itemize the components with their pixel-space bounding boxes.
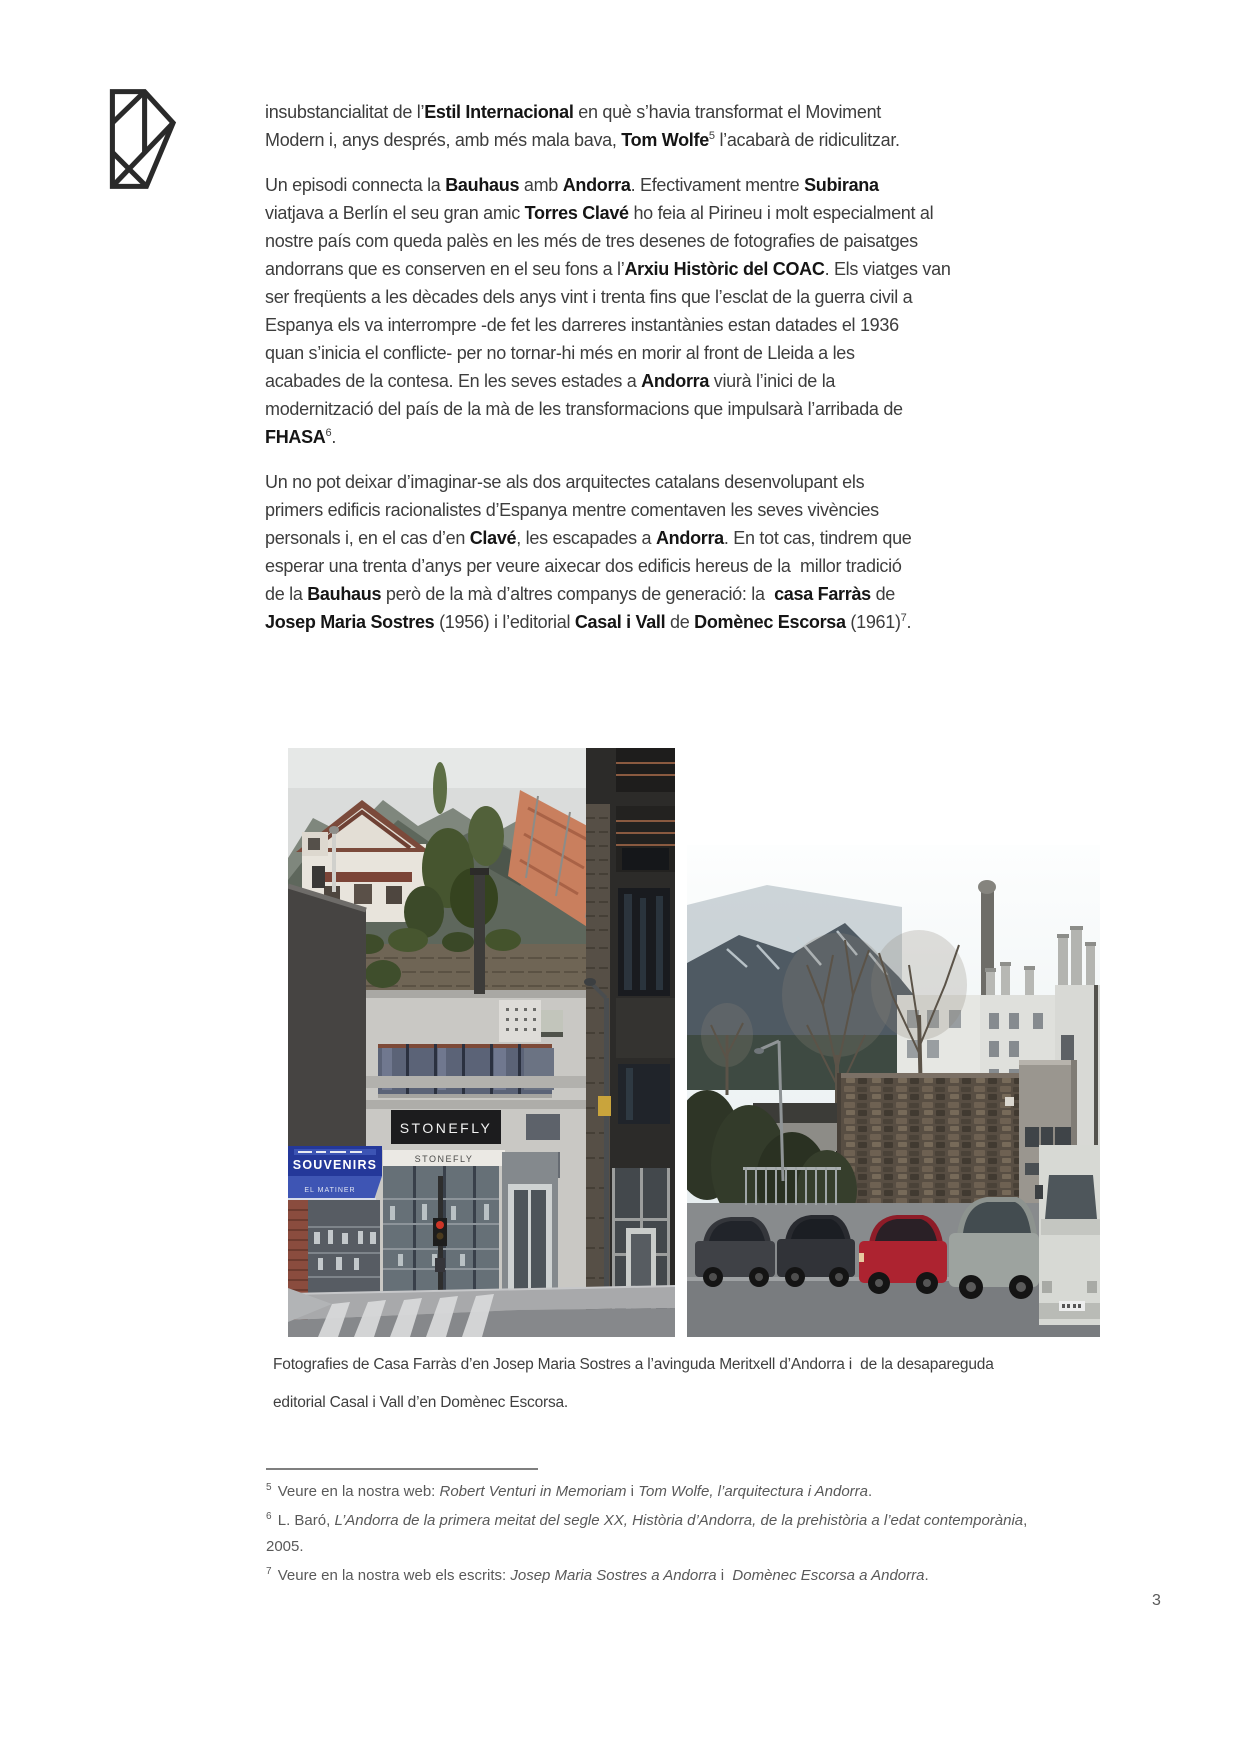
paragraph-2 <box>265 171 1057 451</box>
photo-editorial-casal-i-vall <box>687 845 1100 1337</box>
text-line: primers edificis racionalistes d’Espanya mentre comentaven les seves vivències <box>265 500 879 520</box>
van-white <box>1035 1145 1100 1325</box>
text-line: FHASA$^6$. <box>265 427 337 447</box>
page-number: 3 <box>1152 1592 1161 1609</box>
text-line: Josep Maria Sostres (1956) i l’editorial Casal i Vall de Domènec Escorsa $(1961)^7$. <box>265 612 912 632</box>
text-line: de la Bauhaus però de la mà d’altres companys de generació: la casa Farràs de <box>265 584 895 604</box>
right-dark-building <box>584 748 675 1337</box>
footnotes <box>266 1468 1066 1592</box>
footnote-text: L. Baró, L’Andorra de la primera meitat del segle XX, Història d’Andorra, de la prehistòria a l’edat contemporània, 2005. <box>266 1512 1032 1555</box>
text-line: modernització del país de la mà de les transformacions que impulsarà l’arribada de <box>265 399 903 419</box>
text-line: Fotografies de Casa Farràs d’en Josep Maria Sostres a l’avinguda Meritxell d’Andorra i de la desapareguda <box>273 1356 994 1373</box>
publisher-logo <box>94 74 186 204</box>
footnote-5 <box>266 1479 1066 1505</box>
footnote-separator <box>266 1468 538 1470</box>
text-line: esperar una trenta d’anys per veure aixecar dos edificis hereus de la millor tradició <box>265 556 902 576</box>
text-line: insubstancialitat de l’Estil Internacional en què s’havia transformat el Moviment <box>265 102 881 122</box>
street-lamp-pole <box>604 998 609 1308</box>
text-line: ser freqüents a les dècades dels anys vint i trenta fins que l’esclat de la guerra civil a <box>265 287 913 307</box>
text-line: viatjava a Berlín el seu gran amic Torres Clavé ho feia al Pirineu i molt especialment al <box>265 203 934 223</box>
text-line: acabades de la contesa. En les seves estades a Andorra viurà l’inici de la <box>265 371 836 391</box>
text-line: Un episodi connecta la Bauhaus amb Andorra. Efectivament mentre Subirana <box>265 175 879 195</box>
footnote-number: 7 <box>266 1566 272 1577</box>
text-line: Espanya els va interrompre -de fet les darreres instantànies estan datades el 1936 <box>265 315 899 335</box>
souvenirs-sign-text: SOUVENIRS <box>292 1158 378 1172</box>
photo-casa-farras <box>288 748 675 1337</box>
text-line: quan s’inicia el conflicte- per no tornar-hi més en morir al front de Lleida a les <box>265 343 855 363</box>
shop-awning <box>383 1150 505 1166</box>
chimney <box>474 872 485 994</box>
stonefly-sign <box>391 1110 501 1144</box>
awning-text: STONEFLY <box>414 1154 474 1164</box>
stonefly-sign-text: STONEFLY <box>399 1120 493 1136</box>
text-line: personals i, en el cas d’en Clavé, les escapades a Andorra. En tot cas, tindrem que <box>265 528 912 548</box>
footnote-7 <box>266 1563 1066 1589</box>
yellow-sign <box>598 1096 611 1116</box>
entrance-door <box>502 1152 558 1306</box>
text-line: Un no pot deixar d’imaginar-se als dos arquitectes catalans desenvolupant els <box>265 472 865 492</box>
footnote-number: 6 <box>266 1511 272 1522</box>
text-line: Modern i, anys després, amb més mala bava, Tom Wolfe$^5$ l’acabarà de ridiculitzar. <box>265 130 900 150</box>
paragraph-1 <box>265 98 1057 154</box>
footnote-text: Veure en la nostra web els escrits: Josep Maria Sostres a Andorra i Domènec Escorsa a Andorra. <box>273 1567 929 1584</box>
paragraph-3 <box>265 468 1057 636</box>
photo-casa-farras-scene <box>288 748 675 1337</box>
body-text <box>265 98 1057 653</box>
text-line: andorrans que es conserven en el seu fons a l’Arxiu Històric del COAC. Els viatges van <box>265 259 951 279</box>
footnote-text: Veure en la nostra web: Robert Venturi in Memoriam i Tom Wolfe, l’arquitectura i Andorra. <box>273 1483 873 1500</box>
logo-icon <box>94 74 186 204</box>
text-line: editorial Casal i Vall d’en Domènec Escorsa. <box>273 1394 569 1411</box>
text-line: nostre país com queda palès en les més de tres desenes de fotografies de paisatges <box>265 231 918 251</box>
footnote-6 <box>266 1508 1066 1560</box>
photo-casal-i-vall-scene <box>687 845 1100 1337</box>
footnote-number: 5 <box>266 1482 272 1493</box>
awning-small-text: EL MATINER <box>304 1187 356 1194</box>
street <box>288 1286 675 1337</box>
figure-caption <box>273 1346 1088 1422</box>
